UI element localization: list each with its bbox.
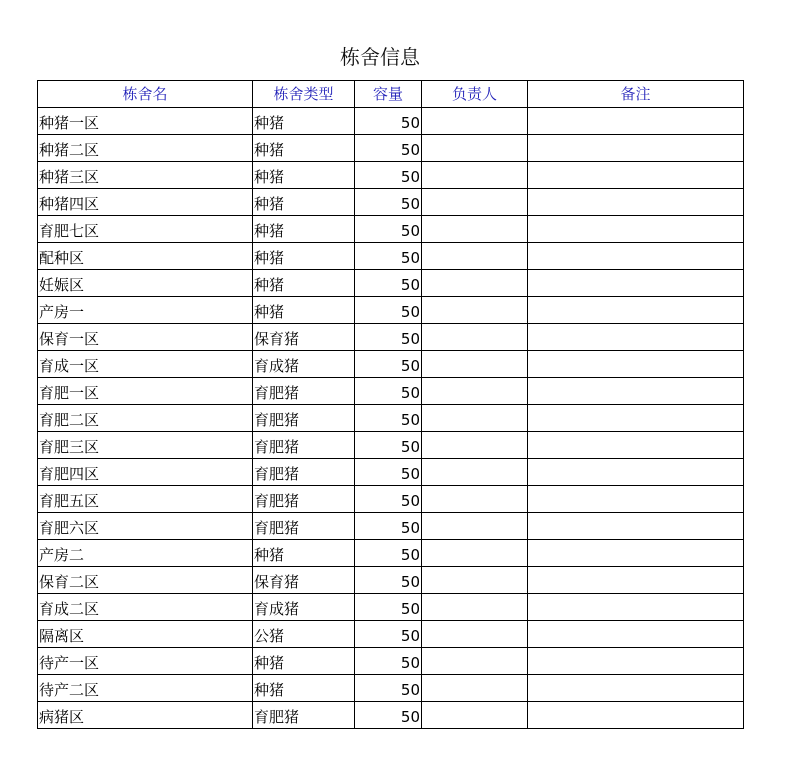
cell-capacity: 50	[355, 270, 422, 297]
cell-note	[528, 378, 744, 405]
cell-note	[528, 324, 744, 351]
cell-barn-type: 育肥猪	[253, 378, 355, 405]
cell-barn-type: 种猪	[253, 297, 355, 324]
cell-barn-name: 配种区	[38, 243, 253, 270]
cell-barn-type: 种猪	[253, 189, 355, 216]
cell-note	[528, 270, 744, 297]
cell-barn-name: 隔离区	[38, 621, 253, 648]
cell-capacity: 50	[355, 486, 422, 513]
cell-capacity: 50	[355, 675, 422, 702]
table-row	[38, 270, 744, 297]
header-barn-type: 栋舍类型	[253, 81, 355, 108]
cell-barn-type: 育成猪	[253, 351, 355, 378]
cell-note	[528, 486, 744, 513]
cell-capacity: 50	[355, 135, 422, 162]
cell-barn-type: 种猪	[253, 675, 355, 702]
cell-barn-name: 待产二区	[38, 675, 253, 702]
cell-owner	[422, 108, 528, 135]
cell-barn-type: 种猪	[253, 108, 355, 135]
cell-barn-name: 育肥一区	[38, 378, 253, 405]
cell-capacity: 50	[355, 513, 422, 540]
cell-barn-name: 种猪一区	[38, 108, 253, 135]
table-row	[38, 243, 744, 270]
cell-barn-type: 育成猪	[253, 594, 355, 621]
cell-barn-type: 种猪	[253, 216, 355, 243]
cell-note	[528, 540, 744, 567]
cell-note	[528, 648, 744, 675]
cell-barn-name: 育肥二区	[38, 405, 253, 432]
table-row	[38, 405, 744, 432]
cell-barn-name: 种猪二区	[38, 135, 253, 162]
cell-note	[528, 702, 744, 729]
table-row	[38, 621, 744, 648]
table-body	[38, 108, 744, 729]
cell-barn-name: 育肥四区	[38, 459, 253, 486]
cell-barn-name: 保育一区	[38, 324, 253, 351]
cell-barn-name: 产房二	[38, 540, 253, 567]
cell-capacity: 50	[355, 162, 422, 189]
page-title: 栋舍信息	[340, 45, 420, 69]
cell-barn-type: 育肥猪	[253, 486, 355, 513]
cell-note	[528, 351, 744, 378]
cell-capacity: 50	[355, 243, 422, 270]
table-row	[38, 162, 744, 189]
cell-owner	[422, 189, 528, 216]
table-row	[38, 540, 744, 567]
cell-barn-name: 育肥三区	[38, 432, 253, 459]
cell-owner	[422, 675, 528, 702]
cell-note	[528, 135, 744, 162]
cell-note	[528, 567, 744, 594]
cell-barn-type: 种猪	[253, 648, 355, 675]
cell-owner	[422, 243, 528, 270]
cell-barn-type: 育肥猪	[253, 459, 355, 486]
cell-capacity: 50	[355, 351, 422, 378]
cell-barn-name: 育成一区	[38, 351, 253, 378]
header-capacity: 容量	[355, 81, 422, 108]
cell-note	[528, 405, 744, 432]
cell-note	[528, 675, 744, 702]
cell-note	[528, 216, 744, 243]
cell-capacity: 50	[355, 297, 422, 324]
cell-barn-type: 种猪	[253, 243, 355, 270]
cell-barn-type: 育肥猪	[253, 432, 355, 459]
cell-barn-name: 种猪四区	[38, 189, 253, 216]
header-barn-name: 栋舍名	[38, 81, 253, 108]
cell-owner	[422, 216, 528, 243]
cell-capacity: 50	[355, 216, 422, 243]
cell-owner	[422, 162, 528, 189]
table-row	[38, 297, 744, 324]
table-row	[38, 432, 744, 459]
cell-note	[528, 297, 744, 324]
cell-barn-name: 保育二区	[38, 567, 253, 594]
table-row	[38, 324, 744, 351]
cell-capacity: 50	[355, 648, 422, 675]
table-row	[38, 189, 744, 216]
cell-note	[528, 621, 744, 648]
cell-owner	[422, 594, 528, 621]
barn-info-table	[37, 80, 744, 729]
cell-owner	[422, 378, 528, 405]
cell-barn-name: 育肥五区	[38, 486, 253, 513]
cell-note	[528, 189, 744, 216]
cell-barn-type: 育肥猪	[253, 702, 355, 729]
cell-note	[528, 432, 744, 459]
cell-capacity: 50	[355, 621, 422, 648]
cell-note	[528, 162, 744, 189]
cell-owner	[422, 567, 528, 594]
cell-barn-type: 育肥猪	[253, 513, 355, 540]
cell-barn-type: 保育猪	[253, 324, 355, 351]
cell-note	[528, 459, 744, 486]
cell-barn-name: 育成二区	[38, 594, 253, 621]
cell-barn-name: 产房一	[38, 297, 253, 324]
table-header	[38, 81, 744, 108]
cell-capacity: 50	[355, 567, 422, 594]
cell-barn-name: 种猪三区	[38, 162, 253, 189]
table-row	[38, 378, 744, 405]
cell-barn-type: 种猪	[253, 270, 355, 297]
table-row	[38, 459, 744, 486]
cell-barn-name: 育肥六区	[38, 513, 253, 540]
table-row	[38, 567, 744, 594]
cell-owner	[422, 324, 528, 351]
table-row	[38, 675, 744, 702]
header-owner: 负责人	[422, 81, 528, 108]
cell-note	[528, 594, 744, 621]
cell-owner	[422, 486, 528, 513]
header-row	[38, 81, 744, 108]
cell-barn-type: 育肥猪	[253, 405, 355, 432]
cell-barn-type: 公猪	[253, 621, 355, 648]
cell-capacity: 50	[355, 702, 422, 729]
cell-owner	[422, 621, 528, 648]
cell-capacity: 50	[355, 540, 422, 567]
cell-capacity: 50	[355, 324, 422, 351]
cell-capacity: 50	[355, 459, 422, 486]
cell-barn-type: 种猪	[253, 135, 355, 162]
table-row	[38, 702, 744, 729]
cell-barn-type: 种猪	[253, 540, 355, 567]
cell-capacity: 50	[355, 432, 422, 459]
cell-owner	[422, 270, 528, 297]
cell-note	[528, 243, 744, 270]
cell-barn-type: 种猪	[253, 162, 355, 189]
cell-capacity: 50	[355, 189, 422, 216]
table-row	[38, 135, 744, 162]
cell-capacity: 50	[355, 378, 422, 405]
table-row	[38, 594, 744, 621]
cell-owner	[422, 135, 528, 162]
cell-capacity: 50	[355, 405, 422, 432]
cell-barn-name: 待产一区	[38, 648, 253, 675]
cell-owner	[422, 648, 528, 675]
cell-note	[528, 108, 744, 135]
cell-owner	[422, 513, 528, 540]
cell-owner	[422, 405, 528, 432]
table-row	[38, 648, 744, 675]
cell-owner	[422, 702, 528, 729]
cell-capacity: 50	[355, 594, 422, 621]
table-row	[38, 486, 744, 513]
table-row	[38, 216, 744, 243]
table-row	[38, 351, 744, 378]
cell-note	[528, 513, 744, 540]
table-row	[38, 108, 744, 135]
cell-owner	[422, 297, 528, 324]
cell-owner	[422, 459, 528, 486]
cell-owner	[422, 540, 528, 567]
cell-capacity: 50	[355, 108, 422, 135]
table-row	[38, 513, 744, 540]
cell-barn-name: 妊娠区	[38, 270, 253, 297]
cell-barn-name: 育肥七区	[38, 216, 253, 243]
cell-barn-name: 病猪区	[38, 702, 253, 729]
header-note: 备注	[528, 81, 744, 108]
cell-owner	[422, 432, 528, 459]
cell-barn-type: 保育猪	[253, 567, 355, 594]
cell-owner	[422, 351, 528, 378]
